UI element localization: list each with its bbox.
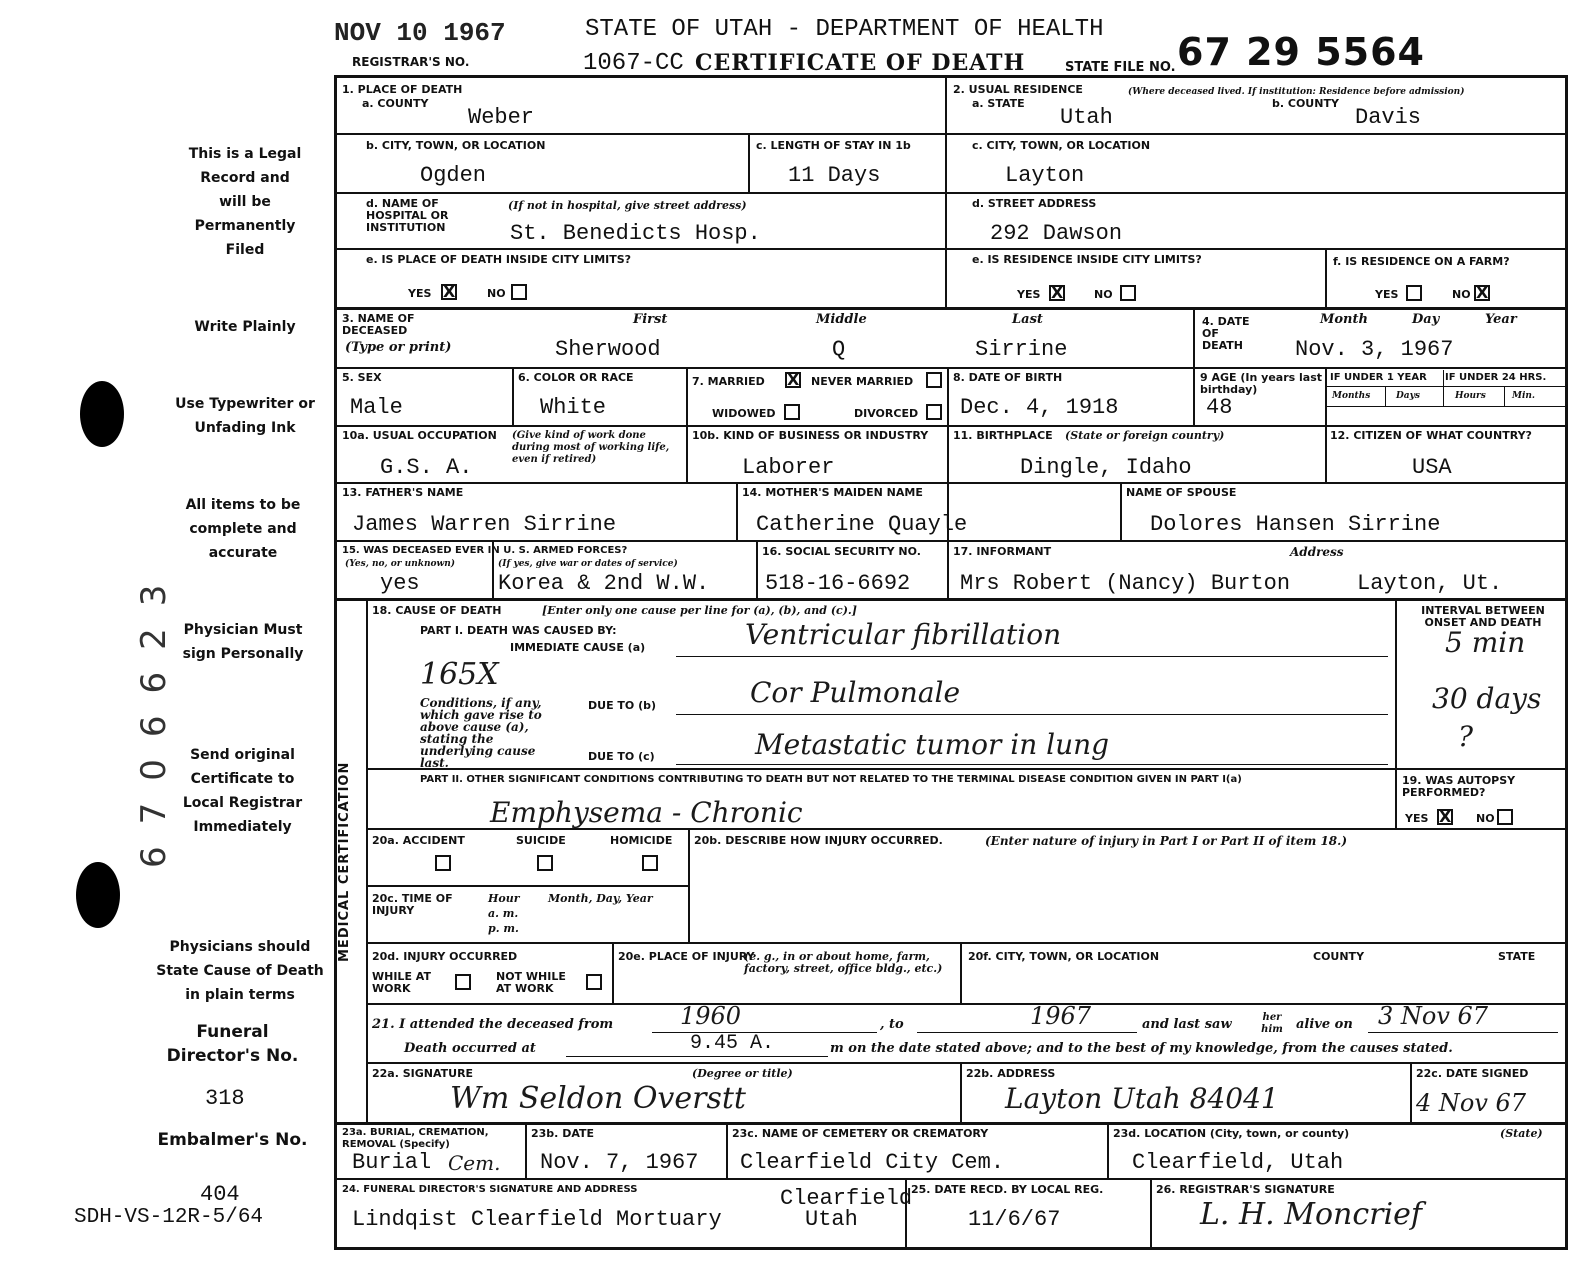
form-number: SDH-VS-12R-5/64 — [74, 1206, 264, 1229]
residence-county: Davis — [1355, 105, 1422, 130]
state-file-label: STATE FILE NO. — [1065, 60, 1176, 75]
classification-code: 165X — [420, 657, 499, 692]
physician-sign-note: Physician Must sign Personally — [182, 622, 304, 662]
residence-note: (Where deceased lived. If institution: Residence before admission) — [1128, 87, 1465, 97]
due-to-b-label: DUE TO (b) — [588, 699, 657, 712]
occupation-note: (Give kind of work done during most of working life, even if retired) — [512, 430, 670, 465]
suicide-label: SUICIDE — [516, 834, 566, 847]
injury-county-label: COUNTY — [1313, 950, 1365, 963]
citizen: USA — [1412, 455, 1452, 480]
married-checkbox[interactable]: X — [787, 370, 800, 389]
street-address: 292 Dawson — [990, 221, 1123, 246]
residence-inside-yes-label: YES — [1017, 288, 1041, 301]
cause-of-death-label: 18. CAUSE OF DEATH — [372, 604, 502, 617]
middle-label: Middle — [816, 312, 867, 327]
middle-name: Q — [832, 337, 846, 362]
citizen-label: 12. CITIZEN OF WHAT COUNTRY? — [1330, 429, 1532, 442]
race-label: 6. COLOR OR RACE — [518, 371, 634, 384]
residence-state-label: a. STATE — [972, 97, 1025, 110]
day-label: Day — [1412, 312, 1440, 327]
while-at-work-label: WHILE AT WORK — [372, 970, 431, 995]
interval-a: 5 min — [1445, 626, 1526, 659]
immediate-cause-label: IMMEDIATE CAUSE (a) — [510, 641, 646, 654]
suicide-checkbox[interactable] — [537, 855, 553, 871]
death-city: Ogden — [420, 163, 487, 188]
armed-note-yesno: (Yes, no, or unknown) — [345, 559, 456, 569]
burial-state-label: (State) — [1500, 1127, 1543, 1140]
alive-on-date: 3 Nov 67 — [1378, 1002, 1489, 1030]
write-plainly-note: Write Plainly — [194, 319, 296, 335]
divorced-checkbox[interactable] — [926, 404, 942, 420]
burial-type: Burial — [352, 1150, 432, 1175]
street-address-label: d. STREET ADDRESS — [972, 197, 1097, 210]
place-of-injury-label: 20e. PLACE OF INJURY — [618, 950, 755, 963]
cemetery-label: 23c. NAME OF CEMETERY OR CREMATORY — [732, 1127, 989, 1140]
death-city-label: b. CITY, TOWN, OR LOCATION — [366, 139, 546, 152]
physicians-state-note: Physicians should State Cause of Death in plain terms — [156, 939, 324, 1003]
farm-label: f. IS RESIDENCE ON A FARM? — [1333, 255, 1510, 268]
place-of-death-label: 1. PLACE OF DEATH — [342, 83, 463, 96]
widowed-checkbox[interactable] — [784, 404, 800, 420]
race: White — [540, 395, 607, 420]
last-label: Last — [1012, 312, 1043, 327]
occupation-label: 10a. USUAL OCCUPATION — [342, 429, 497, 442]
state-file-number: 67 29 5564 — [1177, 30, 1425, 74]
part-1-label: PART I. DEATH WAS CAUSED BY: — [420, 624, 617, 637]
vertical-file-number: 6706623 — [134, 562, 174, 868]
first-label: First — [633, 312, 668, 327]
embalmer-no: 404 — [200, 1182, 240, 1207]
married-label: 7. MARRIED — [692, 375, 765, 388]
residence-inside-yes-checkbox[interactable]: X — [1051, 283, 1064, 302]
legal-record-note: This is a Legal Record and will be Permanently Filed — [188, 146, 302, 258]
accident-checkbox[interactable] — [435, 855, 451, 871]
social-security-no: 518-16-6692 — [765, 571, 911, 596]
type-or-print-note: (Type or print) — [345, 340, 452, 355]
pm-label: p. m. — [488, 922, 519, 935]
sex: Male — [350, 395, 403, 420]
received-stamp-date: NOV 10 1967 — [334, 18, 506, 48]
sex-label: 5. SEX — [342, 371, 382, 384]
not-at-work-label: NOT WHILE AT WORK — [496, 970, 566, 995]
registrar-signature: L. H. Moncrief — [1200, 1197, 1422, 1232]
farm-no-checkbox[interactable]: X — [1476, 283, 1489, 302]
while-at-work-checkbox[interactable] — [455, 974, 471, 990]
signature-label: 22a. SIGNATURE — [372, 1067, 474, 1080]
armed-forces: yes — [380, 571, 420, 596]
describe-injury-note: (Enter nature of injury in Part I or Part II of item 18.) — [985, 834, 1348, 848]
death-inside-limits-label: e. IS PLACE OF DEATH INSIDE CITY LIMITS? — [366, 253, 632, 266]
death-inside-no-checkbox[interactable] — [511, 284, 527, 300]
mother-name: Catherine Quayle — [756, 512, 968, 537]
burial-location-label: 23d. LOCATION (City, town, or county) — [1113, 1127, 1350, 1140]
medical-certification-label: MEDICAL CERTIFICATION — [337, 761, 352, 962]
accident-label: 20a. ACCIDENT — [372, 834, 465, 847]
injury-occurred-label: 20d. INJURY OCCURRED — [372, 950, 518, 963]
registrar-no: 1067-CC — [583, 50, 684, 77]
describe-injury-label: 20b. DESCRIBE HOW INJURY OCCURRED. — [694, 834, 943, 847]
death-county-label: a. COUNTY — [362, 97, 429, 110]
never-married-checkbox[interactable] — [926, 372, 942, 388]
hospital-name: St. Benedicts Hosp. — [510, 221, 761, 246]
usual-residence-label: 2. USUAL RESIDENCE — [953, 83, 1083, 96]
war-service: Korea & 2nd W.W. — [498, 571, 710, 596]
cause-note: [Enter only one cause per line for (a), (b), and (c).] — [542, 604, 857, 617]
autopsy-yes-checkbox[interactable]: X — [1439, 807, 1452, 826]
informant-name: Mrs Robert (Nancy) Burton — [960, 571, 1291, 596]
hour-label: Hour — [488, 892, 520, 905]
deceased-name-label: 3. NAME OF DECEASED — [342, 312, 415, 337]
business: Laborer — [742, 455, 835, 480]
autopsy-yes-label: YES — [1405, 812, 1429, 825]
spouse-name: Dolores Hansen Sirrine — [1150, 512, 1441, 537]
conditions-note: Conditions, if any, which gave rise to above cause (a), stating the underlying cause last. — [420, 696, 542, 770]
funeral-home: Lindqist Clearfield Mortuary — [352, 1207, 722, 1232]
farm-yes-label: YES — [1375, 288, 1399, 301]
physician-address-label: 22b. ADDRESS — [966, 1067, 1056, 1080]
dob-label: 8. DATE OF BIRTH — [953, 371, 1063, 384]
age-label: 9 AGE (In years last birthday) — [1200, 371, 1323, 396]
certificate-frame — [334, 75, 1568, 1250]
month-day-year-label: Month, Day, Year — [548, 892, 653, 905]
typewriter-note: Use Typewriter or Unfading Ink — [175, 396, 315, 436]
informant-label: 17. INFORMANT — [953, 545, 1052, 558]
am-label: a. m. — [488, 907, 519, 920]
death-inside-yes-label: YES — [408, 287, 432, 300]
death-inside-yes-checkbox[interactable]: X — [443, 282, 456, 301]
death-inside-no-label: NO — [487, 287, 506, 300]
mother-label: 14. MOTHER'S MAIDEN NAME — [742, 486, 923, 499]
under-24-hrs-label: IF UNDER 24 HRS. — [1445, 372, 1547, 383]
date-signed: 4 Nov 67 — [1416, 1089, 1527, 1117]
informant-address: Layton, Ut. — [1357, 571, 1503, 596]
time-of-injury-label: 20c. TIME OF INJURY — [372, 892, 453, 917]
homicide-label: HOMICIDE — [610, 834, 673, 847]
residence-inside-no-checkbox[interactable] — [1120, 285, 1136, 301]
date-of-birth: Dec. 4, 1918 — [960, 395, 1119, 420]
residence-inside-no-label: NO — [1094, 288, 1113, 301]
to-label: , to — [880, 1017, 904, 1032]
autopsy-no-label: NO — [1476, 812, 1495, 825]
length-of-stay: 11 Days — [788, 163, 881, 188]
binder-hole-top — [80, 381, 124, 447]
business-label: 10b. KIND OF BUSINESS OR INDUSTRY — [692, 429, 929, 442]
birthplace-label: 11. BIRTHPLACE — [953, 429, 1053, 442]
binder-hole-bottom — [76, 862, 120, 928]
last-saw-label: and last saw — [1142, 1017, 1232, 1032]
days-label: Days — [1396, 391, 1420, 401]
divorced-label: DIVORCED — [854, 407, 919, 420]
not-at-work-checkbox[interactable] — [586, 974, 602, 990]
birthplace-note: (State or foreign country) — [1065, 429, 1225, 442]
date-received-label: 25. DATE RECD. BY LOCAL REG. — [911, 1183, 1104, 1196]
hours-label: Hours — [1455, 391, 1486, 401]
injury-state-label: STATE — [1498, 950, 1536, 963]
funeral-director-label: Funeral Director's No. — [166, 1022, 299, 1066]
farm-yes-checkbox[interactable] — [1406, 285, 1422, 301]
send-original-note: Send original Certificate to Local Registrar Immediately — [182, 747, 303, 835]
cause-a: Ventricular fibrillation — [745, 618, 1062, 651]
farm-no-label: NO — [1452, 288, 1471, 301]
residence-county-label: b. COUNTY — [1272, 97, 1339, 110]
certificate-title: CERTIFICATE OF DEATH — [695, 50, 1026, 76]
occupation: G.S. A. — [380, 455, 473, 480]
armed-note-service: (If yes, give war or dates of service) — [498, 559, 678, 569]
attended-to: 1967 — [1030, 1002, 1092, 1030]
death-statement: m on the date stated above; and to the best of my knowledge, from the causes stated. — [830, 1041, 1453, 1056]
attended-from-label: 21. I attended the deceased from — [372, 1017, 614, 1032]
document-title: STATE OF UTAH - DEPARTMENT OF HEALTH — [585, 16, 1104, 43]
embalmer-label: Embalmer's No. — [157, 1130, 308, 1150]
ssn-label: 16. SOCIAL SECURITY NO. — [762, 545, 921, 558]
age: 48 — [1206, 395, 1233, 420]
injury-city-label: 20f. CITY, TOWN, OR LOCATION — [968, 950, 1160, 963]
months-label: Months — [1332, 391, 1371, 401]
autopsy-label: 19. WAS AUTOPSY PERFORMED? — [1402, 774, 1516, 799]
registrar-no-label: REGISTRAR'S NO. — [352, 55, 470, 69]
attended-from: 1960 — [680, 1002, 742, 1030]
residence-inside-limits-label: e. IS RESIDENCE INSIDE CITY LIMITS? — [972, 253, 1202, 266]
funeral-state: Utah — [805, 1207, 858, 1232]
length-of-stay-label: c. LENGTH OF STAY IN 1b — [756, 139, 911, 152]
her-him-label: her him — [1261, 1012, 1283, 1035]
father-name: James Warren Sirrine — [352, 512, 617, 537]
date-received: 11/6/67 — [968, 1207, 1061, 1232]
year-label: Year — [1485, 312, 1517, 327]
physician-signature: Wm Seldon Overstt — [450, 1081, 746, 1116]
alive-on-label: alive on — [1296, 1017, 1353, 1032]
min-label: Min. — [1512, 391, 1536, 401]
never-married-label: NEVER MARRIED — [811, 375, 914, 388]
hospital-label: d. NAME OF HOSPITAL OR INSTITUTION — [366, 197, 449, 234]
place-of-injury-note: (e. g., in or about home, farm, factory, street, office bldg., etc.) — [744, 950, 943, 975]
residence-city: Layton — [1005, 163, 1085, 188]
last-name: Sirrine — [975, 337, 1068, 362]
due-to-c-label: DUE TO (c) — [588, 750, 655, 763]
physician-address: Layton Utah 84041 — [1005, 1082, 1279, 1115]
date-of-death-label: 4. DATE OF DEATH — [1202, 315, 1250, 352]
armed-forces-label: 15. WAS DECEASED EVER IN U. S. ARMED FORCES? — [342, 545, 628, 556]
informant-address-label: Address — [1290, 545, 1344, 559]
first-name: Sherwood — [555, 337, 661, 362]
degree-label: (Degree or title) — [692, 1067, 793, 1080]
date-of-death: Nov. 3, 1967 — [1295, 337, 1454, 362]
residence-city-label: c. CITY, TOWN, OR LOCATION — [972, 139, 1151, 152]
residence-state: Utah — [1060, 105, 1113, 130]
date-signed-label: 22c. DATE SIGNED — [1416, 1067, 1529, 1080]
complete-note: All items to be complete and accurate — [185, 497, 301, 561]
month-label: Month — [1320, 312, 1368, 327]
burial-label: 23a. BURIAL, CREMATION, REMOVAL (Specify) — [342, 1127, 489, 1150]
burial-cem-abbr: Cem. — [448, 1151, 501, 1175]
cemetery-name: Clearfield City Cem. — [740, 1150, 1005, 1175]
interval-c: ? — [1458, 720, 1474, 753]
interval-label: INTERVAL BETWEEN ONSET AND DEATH — [1421, 604, 1545, 629]
father-label: 13. FATHER'S NAME — [342, 486, 464, 499]
birthplace: Dingle, Idaho — [1020, 455, 1192, 480]
widowed-label: WIDOWED — [712, 407, 776, 420]
burial-date-label: 23b. DATE — [531, 1127, 594, 1140]
registrar-signature-label: 26. REGISTRAR'S SIGNATURE — [1156, 1183, 1335, 1196]
burial-date: Nov. 7, 1967 — [540, 1150, 699, 1175]
autopsy-no-checkbox[interactable] — [1497, 809, 1513, 825]
part-2-conditions: Emphysema - Chronic — [490, 796, 803, 829]
funeral-city: Clearfield — [780, 1186, 913, 1211]
cause-b: Cor Pulmonale — [750, 676, 961, 709]
death-occurred-at-label: Death occurred at — [404, 1041, 536, 1056]
death-time: 9.45 A. — [690, 1032, 775, 1055]
under-1-year-label: IF UNDER 1 YEAR — [1330, 372, 1427, 383]
funeral-director-no: 318 — [205, 1086, 245, 1111]
cause-c: Metastatic tumor in lung — [755, 728, 1110, 761]
funeral-director-sig-label: 24. FUNERAL DIRECTOR'S SIGNATURE AND ADDRESS — [342, 1184, 638, 1195]
death-county: Weber — [468, 105, 535, 130]
spouse-label: NAME OF SPOUSE — [1126, 486, 1237, 499]
homicide-checkbox[interactable] — [642, 855, 658, 871]
interval-b: 30 days — [1432, 682, 1542, 715]
burial-location: Clearfield, Utah — [1132, 1150, 1344, 1175]
hospital-note: (If not in hospital, give street address) — [508, 199, 747, 212]
part-2-label: PART II. OTHER SIGNIFICANT CONDITIONS CONTRIBUTING TO DEATH BUT NOT RELATED TO THE TERMINAL DISEASE CONDITION GIVEN IN PART I(a) — [420, 774, 1242, 785]
